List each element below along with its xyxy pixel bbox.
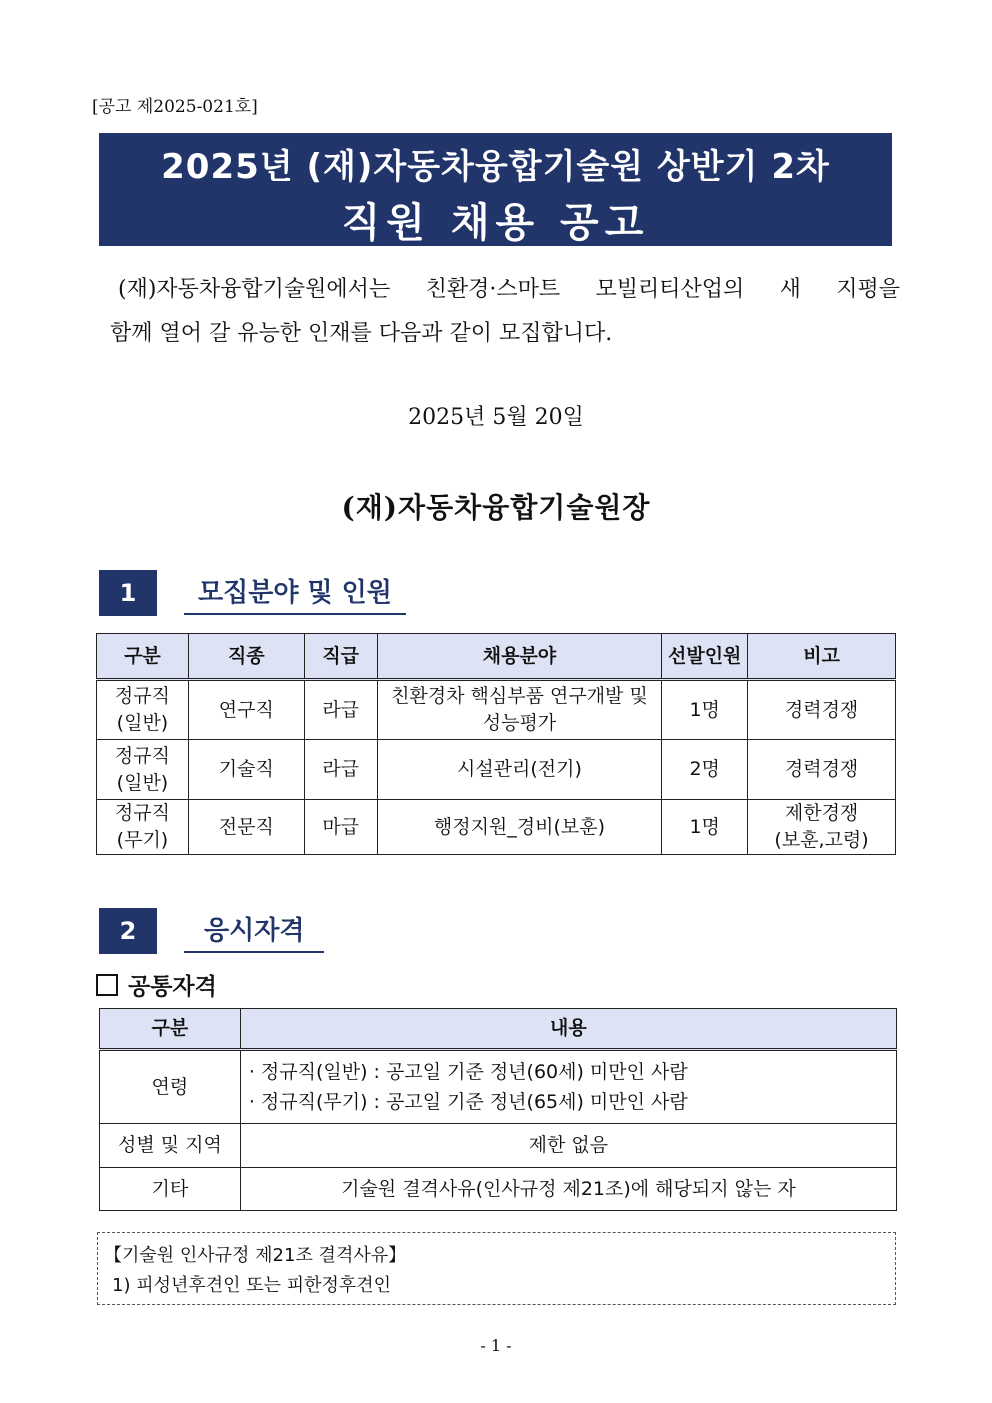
cell-grade: 라급 [304, 740, 377, 800]
header-category: 구분 [100, 1009, 241, 1050]
cell-note: 제한경쟁 (보훈,고령) [748, 800, 896, 855]
cell-count: 1명 [662, 800, 748, 855]
cell-field: 친환경차 핵심부품 연구개발 및 성능평가 [377, 680, 662, 740]
table-row [100, 1168, 897, 1211]
section1-number: 1 [99, 570, 157, 616]
intro-line-2: 함께 열어 갈 유능한 인재를 다음과 같이 모집합니다. [110, 321, 613, 346]
table-row [97, 680, 896, 740]
section1-title: 모집분야 및 인원 [184, 572, 406, 615]
cell-count: 2명 [662, 740, 748, 800]
cell-grade: 마급 [304, 800, 377, 855]
table-row [100, 1124, 897, 1168]
announcement-date: 2025년 5월 20일 [408, 405, 584, 430]
header-content: 내용 [240, 1009, 896, 1050]
header-grade: 직급 [304, 634, 377, 680]
checkbox-square-icon [96, 974, 118, 996]
notice-number: [공고 제2025-021호] [92, 97, 258, 117]
cell-count: 1명 [662, 680, 748, 740]
common-qualifications-heading: 공통자격 [96, 968, 217, 1001]
header-note: 비고 [748, 634, 896, 680]
disqualification-note-box [97, 1232, 896, 1305]
cell-grade: 라급 [304, 680, 377, 740]
table-row [97, 740, 896, 800]
cell-content: 제한 없음 [240, 1124, 896, 1168]
cell-note: 경력경쟁 [748, 740, 896, 800]
cell-job-type: 연구직 [188, 680, 304, 740]
cell-label: 성별 및 지역 [100, 1124, 241, 1168]
cell-category: 정규직 (일반) [97, 680, 189, 740]
page-number: - 1 - [480, 1336, 512, 1355]
table-row [97, 800, 896, 855]
cell-field: 행정지원_경비(보훈) [377, 800, 662, 855]
section2-number: 2 [99, 908, 157, 954]
cell-category: 정규직 (무기) [97, 800, 189, 855]
cell-note: 경력경쟁 [748, 680, 896, 740]
table-header-row [100, 1009, 897, 1050]
intro-paragraph [110, 268, 900, 356]
cell-job-type: 기술직 [188, 740, 304, 800]
banner-title-line1: 2025년 (재)자동차융합기술원 상반기 2차 [161, 147, 830, 187]
cell-label: 연령 [100, 1050, 241, 1124]
recruitment-table [96, 633, 896, 855]
table-header-row [97, 634, 896, 680]
cell-field: 시설관리(전기) [377, 740, 662, 800]
intro-line-1: (재)자동차융합기술원에서는 친환경·스마트 모빌리티산업의 새 지평을 [118, 277, 900, 302]
cell-content: 기술원 결격사유(인사규정 제21조)에 해당되지 않는 자 [240, 1168, 896, 1211]
section2-title: 응시자격 [184, 910, 324, 953]
header-category: 구분 [97, 634, 189, 680]
note-item: 1) 피성년후견인 또는 피한정후견인 [112, 1275, 392, 1296]
cell-category: 정규직 (일반) [97, 740, 189, 800]
cell-job-type: 전문직 [188, 800, 304, 855]
signer: (재)자동차융합기술원장 [341, 491, 651, 524]
qualification-table [99, 1008, 897, 1211]
header-job-type: 직종 [188, 634, 304, 680]
title-banner [99, 133, 892, 246]
table-row [100, 1050, 897, 1124]
header-field: 채용분야 [377, 634, 662, 680]
cell-label: 기타 [100, 1168, 241, 1211]
header-count: 선발인원 [662, 634, 748, 680]
note-title: 【기술원 인사규정 제21조 결격사유】 [104, 1245, 407, 1266]
banner-title-line2: 직원 채용 공고 [341, 200, 650, 246]
cell-content: · 정규직(일반) : 공고일 기준 정년(60세) 미만인 사람 · 정규직(무기) : 공고일 기준 정년(65세) 미만인 사람 [240, 1050, 896, 1124]
